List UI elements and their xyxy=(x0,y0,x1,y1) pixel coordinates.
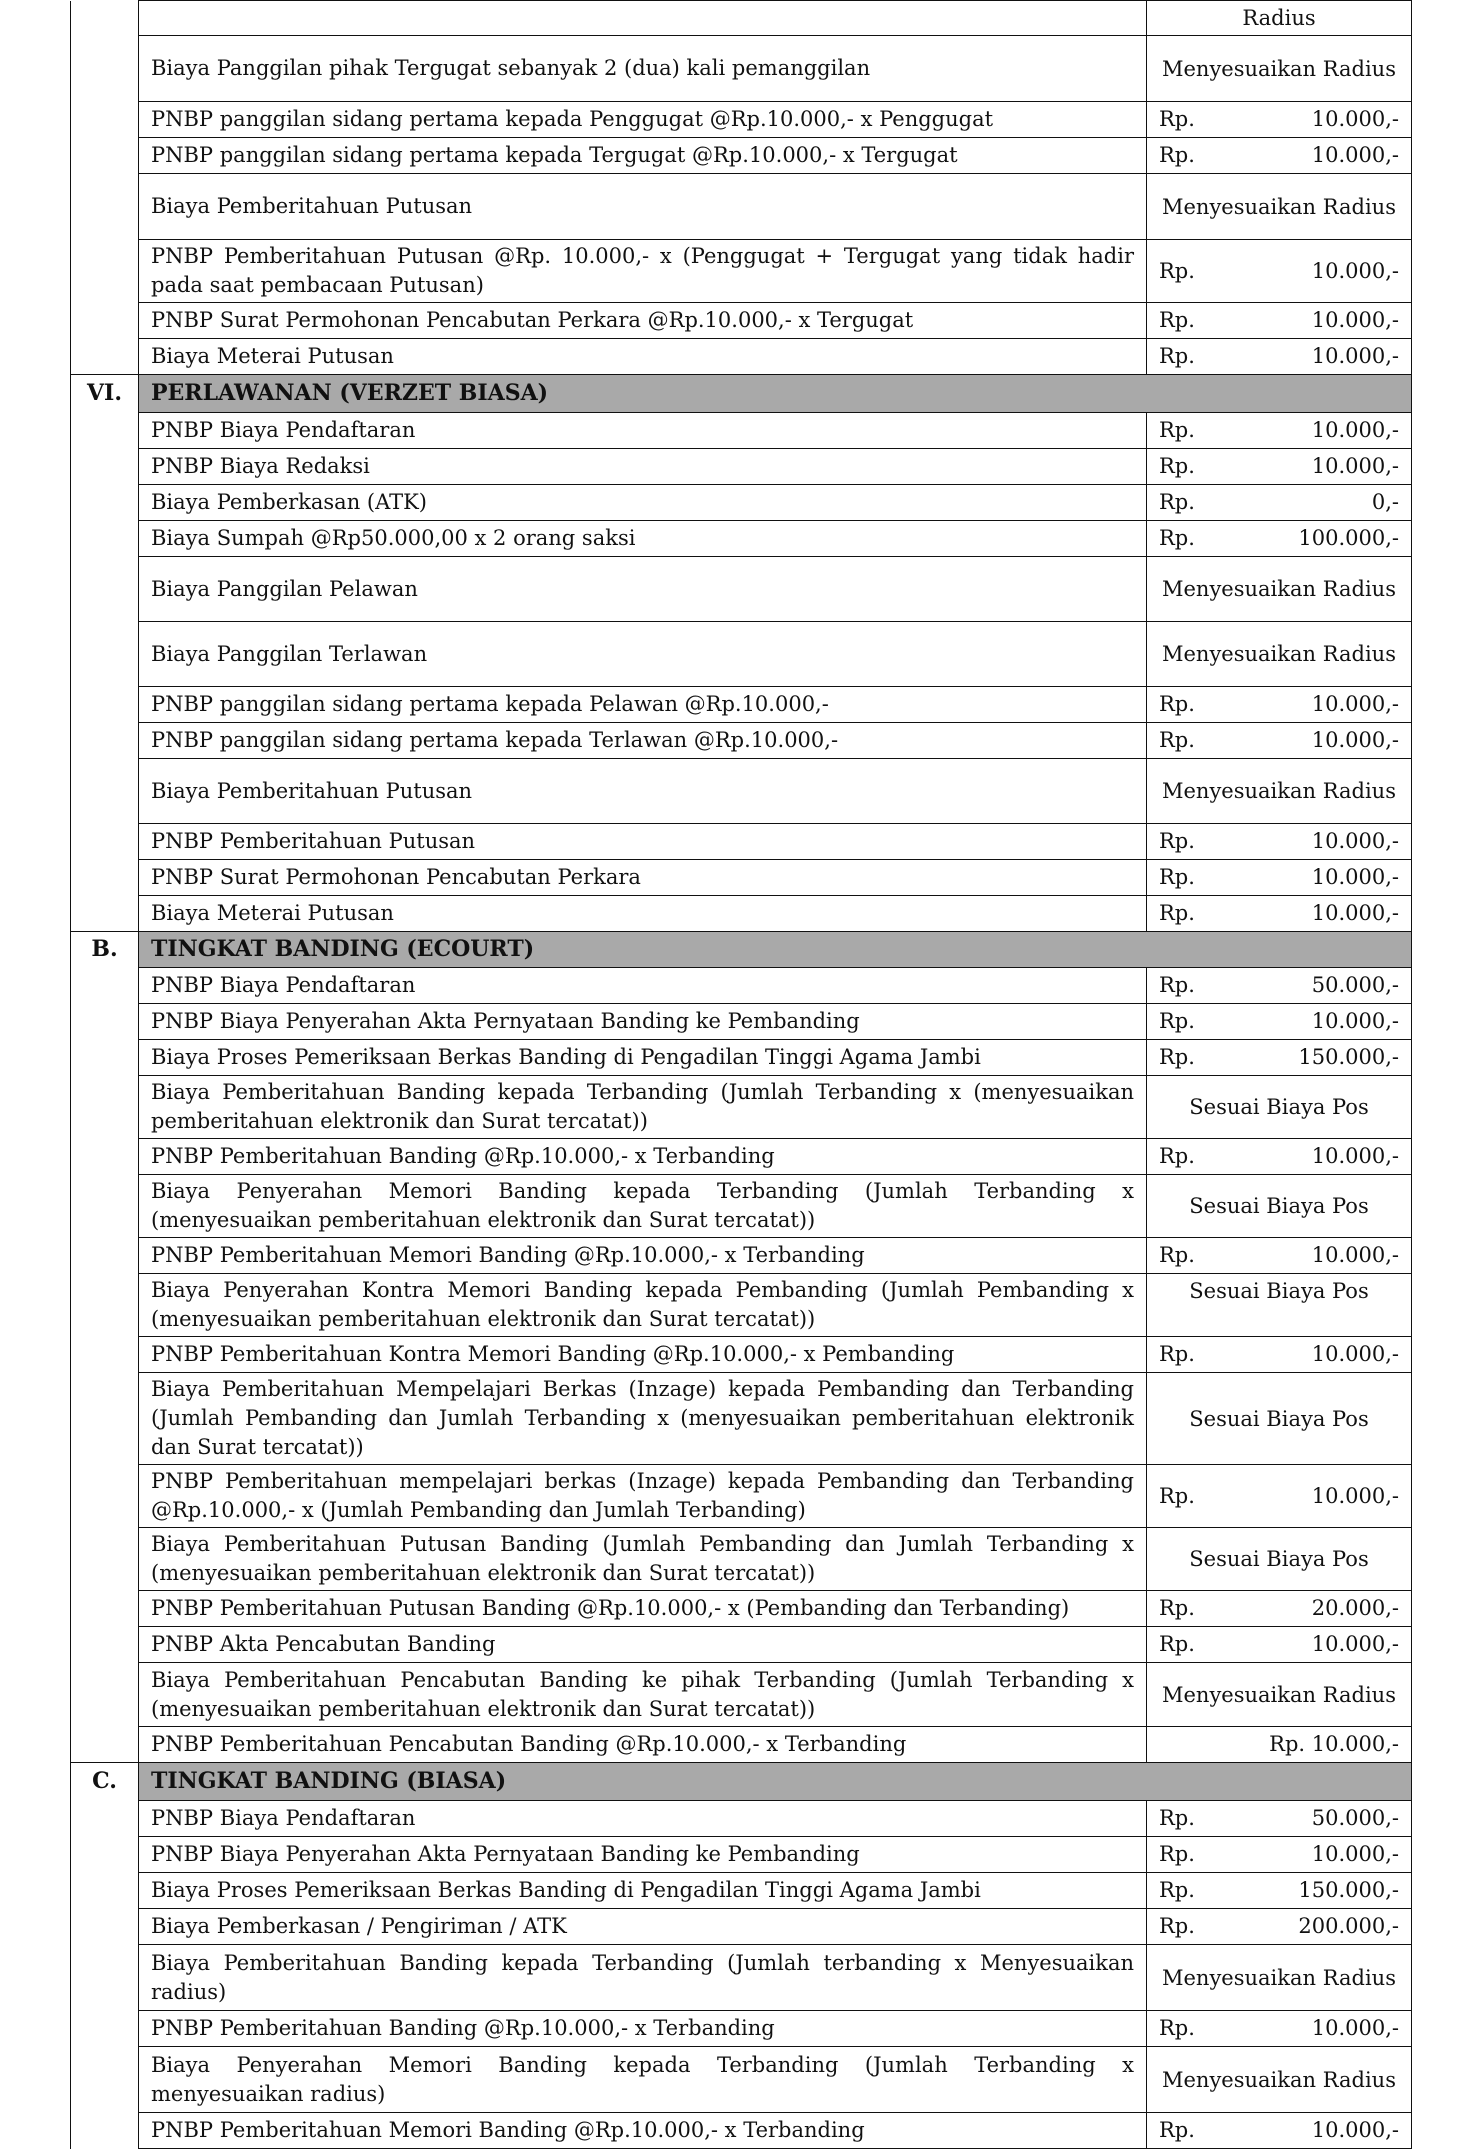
fee-row xyxy=(71,1076,1412,1139)
amount-value: 10.000,- xyxy=(1311,1144,1399,1168)
fee-amount-cell xyxy=(1147,1591,1412,1627)
number-cell xyxy=(71,1274,139,1337)
fee-amount xyxy=(1159,827,1399,856)
number-cell xyxy=(71,1465,139,1528)
fee-amount xyxy=(1159,971,1399,1000)
number-cell xyxy=(71,1945,139,2011)
fee-amount xyxy=(1159,306,1399,335)
currency-label: Rp. xyxy=(1159,2016,1195,2040)
section-number: VI. xyxy=(71,375,139,413)
fee-amount-note: Sesuai Biaya Pos xyxy=(1189,1406,1369,1431)
fee-row xyxy=(71,1909,1412,1945)
fee-description: Biaya Pemberitahuan Putusan xyxy=(139,759,1147,824)
fee-amount-cell xyxy=(1147,1337,1412,1373)
fee-amount-note: Menyesuaikan Radius xyxy=(1161,642,1396,666)
fee-amount-cell xyxy=(1147,1627,1412,1663)
number-cell xyxy=(71,339,139,375)
fee-row xyxy=(71,485,1412,521)
fee-amount-cell xyxy=(1147,521,1412,557)
fee-description: PNBP Biaya Redaksi xyxy=(139,449,1147,485)
fee-amount-note: Sesuai Biaya Pos xyxy=(1189,1194,1369,1218)
currency-label: Rp. xyxy=(1159,1342,1195,1366)
amount-value: 150.000,- xyxy=(1298,1878,1399,1902)
fee-amount-note: Menyesuaikan Radius xyxy=(1161,779,1396,803)
number-cell xyxy=(71,1076,139,1139)
fee-description: PNBP Biaya Penyerahan Akta Pernyataan Banding ke Pembanding xyxy=(139,1837,1147,1873)
fee-row xyxy=(71,1465,1412,1528)
fee-description: PNBP Pemberitahuan Banding @Rp.10.000,- x Terbanding xyxy=(139,1139,1147,1175)
number-cell xyxy=(71,2011,139,2047)
currency-label: Rp. xyxy=(1159,308,1195,332)
fee-description: PNBP Pemberitahuan Putusan xyxy=(139,824,1147,860)
section-header-row xyxy=(71,1763,1412,1801)
fee-description: PNBP Biaya Pendaftaran xyxy=(139,1801,1147,1837)
fee-description: Biaya Sumpah @Rp50.000,00 x 2 orang saksi xyxy=(139,521,1147,557)
amount-value: 10.000,- xyxy=(1311,1342,1399,1366)
currency-label: Rp. xyxy=(1159,526,1195,550)
amount-value: 20.000,- xyxy=(1311,1596,1399,1620)
section-number: C. xyxy=(71,1763,139,1801)
number-cell xyxy=(71,759,139,824)
section-title: PERLAWANAN (VERZET BIASA) xyxy=(139,375,1412,413)
fee-row xyxy=(71,1945,1412,2011)
section-header-row xyxy=(71,932,1412,968)
amount-value: 10.000,- xyxy=(1311,454,1399,478)
number-cell xyxy=(71,1909,139,1945)
fee-amount-cell xyxy=(1147,1,1412,36)
fee-row xyxy=(71,759,1412,824)
fee-row xyxy=(71,1663,1412,1727)
fee-amount-cell xyxy=(1147,1801,1412,1837)
fee-row xyxy=(71,1175,1412,1238)
section-header-row xyxy=(71,375,1412,413)
fee-description: Biaya Proses Pemeriksaan Berkas Banding di Pengadilan Tinggi Agama Jambi xyxy=(139,1873,1147,1909)
number-cell xyxy=(71,485,139,521)
currency-label: Rp. xyxy=(1159,107,1195,131)
currency-label: Rp. xyxy=(1159,1806,1195,1830)
number-cell xyxy=(71,1040,139,1076)
amount-value: 10.000,- xyxy=(1311,107,1399,131)
currency-label: Rp. xyxy=(1159,490,1195,514)
fee-description: Biaya Panggilan Terlawan xyxy=(139,622,1147,687)
number-cell xyxy=(71,1591,139,1627)
amount-value: 10.000,- xyxy=(1311,143,1399,167)
amount-value: 10.000,- xyxy=(1311,418,1399,442)
fee-amount xyxy=(1159,1630,1399,1659)
fee-amount-note: Menyesuaikan Radius xyxy=(1161,2067,1396,2092)
amount-value: 10.000,- xyxy=(1311,829,1399,853)
amount-value: 100.000,- xyxy=(1298,526,1399,550)
currency-label: Rp. xyxy=(1159,1243,1195,1267)
fee-amount-cell xyxy=(1147,1274,1412,1337)
amount-value: 10.000,- xyxy=(1311,2118,1399,2142)
number-cell xyxy=(71,687,139,723)
fee-amount-cell xyxy=(1147,1076,1412,1139)
fee-description: PNBP Akta Pencabutan Banding xyxy=(139,1627,1147,1663)
fee-amount-note: Sesuai Biaya Pos xyxy=(1189,1547,1369,1571)
number-cell xyxy=(71,1873,139,1909)
fee-description: PNBP Pemberitahuan Memori Banding @Rp.10.000,- x Terbanding xyxy=(139,2113,1147,2149)
fee-description: PNBP Pemberitahuan Putusan Banding @Rp.10.000,- x (Pembanding dan Terbanding) xyxy=(139,1591,1147,1627)
fee-row xyxy=(71,240,1412,303)
fee-description: PNBP Pemberitahuan Pencabutan Banding @Rp.10.000,- x Terbanding xyxy=(139,1727,1147,1763)
fee-amount-cell xyxy=(1147,2113,1412,2149)
amount-value: 50.000,- xyxy=(1311,1806,1399,1830)
fee-description: PNBP Surat Permohonan Pencabutan Perkara @Rp.10.000,- x Tergugat xyxy=(139,303,1147,339)
fee-amount-cell xyxy=(1147,1837,1412,1873)
fee-amount-cell xyxy=(1147,174,1412,240)
fee-amount-cell xyxy=(1147,1373,1412,1465)
amount-value: 10.000,- xyxy=(1311,901,1399,925)
fee-amount xyxy=(1159,2014,1399,2043)
number-cell xyxy=(71,1175,139,1238)
fee-row xyxy=(71,1727,1412,1763)
fee-description: PNBP panggilan sidang pertama kepada Tergugat @Rp.10.000,- x Tergugat xyxy=(139,138,1147,174)
fee-description: PNBP Pemberitahuan Kontra Memori Banding @Rp.10.000,- x Pembanding xyxy=(139,1337,1147,1373)
number-cell xyxy=(71,36,139,102)
fee-table-body xyxy=(71,1,1412,2149)
fee-description: Biaya Penyerahan Memori Banding kepada Terbanding (Jumlah Terbanding x menyesuaikan radius) xyxy=(139,2047,1147,2113)
fee-row xyxy=(71,339,1412,375)
fee-amount xyxy=(1159,2116,1399,2145)
fee-amount-cell xyxy=(1147,1004,1412,1040)
fee-row xyxy=(71,1238,1412,1274)
currency-label: Rp. xyxy=(1159,1842,1195,1866)
fee-amount xyxy=(1159,1142,1399,1171)
fee-amount-cell xyxy=(1147,1945,1412,2011)
number-cell xyxy=(71,1337,139,1373)
currency-label: Rp. xyxy=(1159,1144,1195,1168)
currency-label: Rp. xyxy=(1159,829,1195,853)
fee-amount-cell xyxy=(1147,759,1412,824)
fee-amount-cell xyxy=(1147,1139,1412,1175)
fee-row xyxy=(71,1837,1412,1873)
amount-value: 10.000,- xyxy=(1311,258,1399,283)
fee-description: Biaya Penyerahan Memori Banding kepada Terbanding (Jumlah Terbanding x (menyesuaikan pemberitahuan elektronik dan Surat tercatat)) xyxy=(139,1175,1147,1238)
fee-amount-cell xyxy=(1147,339,1412,375)
number-cell xyxy=(71,2113,139,2149)
fee-amount xyxy=(1159,488,1399,517)
fee-amount-cell xyxy=(1147,1528,1412,1591)
fee-amount-cell xyxy=(1147,860,1412,896)
fee-row xyxy=(71,557,1412,622)
number-cell xyxy=(71,240,139,303)
number-cell xyxy=(71,896,139,932)
amount-value: 50.000,- xyxy=(1311,973,1399,997)
fee-row xyxy=(71,2113,1412,2149)
fee-amount-cell xyxy=(1147,1909,1412,1945)
fee-amount-cell xyxy=(1147,687,1412,723)
fee-amount xyxy=(1159,726,1399,755)
fee-description: Biaya Pemberitahuan Pencabutan Banding ke pihak Terbanding (Jumlah Terbanding x (menyesuaikan pemberitahuan elektronik dan Surat tercatat)) xyxy=(139,1663,1147,1727)
fee-row xyxy=(71,1528,1412,1591)
currency-label: Rp. xyxy=(1159,454,1195,478)
fee-row xyxy=(71,2011,1412,2047)
number-cell xyxy=(71,303,139,339)
number-cell xyxy=(71,1004,139,1040)
fee-amount-note: Menyesuaikan Radius xyxy=(1161,1965,1396,1990)
fee-row xyxy=(71,1337,1412,1373)
fee-row xyxy=(71,2047,1412,2113)
amount-value: 150.000,- xyxy=(1298,1045,1399,1069)
amount-value: 10.000,- xyxy=(1311,1243,1399,1267)
fee-description: PNBP Pemberitahuan Memori Banding @Rp.10.000,- x Terbanding xyxy=(139,1238,1147,1274)
fee-amount-cell xyxy=(1147,303,1412,339)
section-number: B. xyxy=(71,932,139,968)
currency-label: Rp. xyxy=(1159,258,1195,283)
amount-value: 10.000,- xyxy=(1311,692,1399,716)
fee-row xyxy=(71,968,1412,1004)
fee-amount-cell xyxy=(1147,557,1412,622)
number-cell xyxy=(71,1727,139,1763)
currency-label: Rp. xyxy=(1159,1878,1195,1902)
fee-description: Biaya Meterai Putusan xyxy=(139,339,1147,375)
fee-amount-cell xyxy=(1147,102,1412,138)
fee-amount xyxy=(1159,1730,1399,1759)
fee-row xyxy=(71,1274,1412,1337)
amount-value: 10.000,- xyxy=(1311,865,1399,889)
currency-label: Rp. xyxy=(1159,143,1195,167)
fee-amount-cell xyxy=(1147,622,1412,687)
number-cell xyxy=(71,1238,139,1274)
currency-label: Rp. xyxy=(1159,901,1195,925)
fee-amount-cell xyxy=(1147,485,1412,521)
amount-value: 10.000,- xyxy=(1311,1842,1399,1866)
number-cell xyxy=(71,824,139,860)
fee-row xyxy=(71,449,1412,485)
fee-amount xyxy=(1159,863,1399,892)
number-cell xyxy=(71,521,139,557)
number-cell xyxy=(71,138,139,174)
fee-amount-note: Menyesuaikan Radius xyxy=(1161,1682,1396,1707)
fee-amount-note: Menyesuaikan Radius xyxy=(1161,194,1396,219)
fee-amount-cell xyxy=(1147,138,1412,174)
currency-label: Rp. xyxy=(1159,728,1195,752)
currency-label: Rp. xyxy=(1159,418,1195,442)
currency-label: Rp. xyxy=(1159,865,1195,889)
fee-description: PNBP panggilan sidang pertama kepada Terlawan @Rp.10.000,- xyxy=(139,723,1147,759)
currency-label: Rp. xyxy=(1159,1483,1195,1508)
fee-amount xyxy=(1159,1840,1399,1869)
fee-amount-cell xyxy=(1147,1663,1412,1727)
fee-row xyxy=(71,303,1412,339)
fee-row xyxy=(71,1004,1412,1040)
fee-amount-note: Sesuai Biaya Pos xyxy=(1189,1095,1369,1119)
currency-label: Rp. xyxy=(1159,1914,1195,1938)
fee-amount-cell xyxy=(1147,1238,1412,1274)
fee-row xyxy=(71,1040,1412,1076)
fee-row xyxy=(71,1139,1412,1175)
currency-label: Rp. xyxy=(1159,1009,1195,1033)
fee-amount xyxy=(1159,1007,1399,1036)
fee-amount xyxy=(1159,141,1399,170)
fee-amount-note: Sesuai Biaya Pos xyxy=(1189,1279,1369,1303)
number-cell xyxy=(71,622,139,687)
fee-row xyxy=(71,622,1412,687)
amount-value: 10.000,- xyxy=(1311,1009,1399,1033)
fee-description: PNBP Pemberitahuan mempelajari berkas (Inzage) kepada Pembanding dan Terbanding @Rp.10.000,- x (Jumlah Pembanding dan Jumlah Terbanding) xyxy=(139,1465,1147,1528)
number-cell xyxy=(71,1373,139,1465)
fee-row xyxy=(71,860,1412,896)
fee-description: PNBP panggilan sidang pertama kepada Pelawan @Rp.10.000,- xyxy=(139,687,1147,723)
amount-value: 10.000,- xyxy=(1311,344,1399,368)
fee-description: Biaya Pemberitahuan Putusan xyxy=(139,174,1147,240)
amount-value: 10.000,- xyxy=(1311,2016,1399,2040)
fee-amount xyxy=(1159,416,1399,445)
fee-description: PNBP Pemberitahuan Banding @Rp.10.000,- x Terbanding xyxy=(139,2011,1147,2047)
fee-description: PNBP Pemberitahuan Putusan @Rp. 10.000,- x (Penggugat + Tergugat yang tidak hadir pada saat pembacaan Putusan) xyxy=(139,240,1147,303)
fee-description: Biaya Pemberitahuan Mempelajari Berkas (Inzage) kepada Pembanding dan Terbanding (Jumlah Pembanding dan Jumlah Terbanding x (menyesuaikan pemberitahuan elektronik dan Surat tercatat)) xyxy=(139,1373,1147,1465)
number-cell xyxy=(71,1801,139,1837)
fee-amount xyxy=(1159,452,1399,481)
fee-amount xyxy=(1159,690,1399,719)
fee-row xyxy=(71,174,1412,240)
fee-row xyxy=(71,1801,1412,1837)
fee-row xyxy=(71,1873,1412,1909)
amount-value: 10.000,- xyxy=(1311,308,1399,332)
fee-amount-cell xyxy=(1147,723,1412,759)
currency-label: Rp. xyxy=(1159,344,1195,368)
fee-description: Biaya Proses Pemeriksaan Berkas Banding di Pengadilan Tinggi Agama Jambi xyxy=(139,1040,1147,1076)
amount-value: 0,- xyxy=(1371,490,1399,514)
number-cell xyxy=(71,413,139,449)
fee-description: Biaya Penyerahan Kontra Memori Banding kepada Pembanding (Jumlah Pembanding x (menyesuaikan pemberitahuan elektronik dan Surat tercatat)) xyxy=(139,1274,1147,1337)
fee-row xyxy=(71,521,1412,557)
currency-label: Rp. xyxy=(1159,1596,1195,1620)
number-cell xyxy=(71,723,139,759)
amount-value: 10.000,- xyxy=(1311,1632,1399,1656)
section-title: TINGKAT BANDING (ECOURT) xyxy=(139,932,1412,968)
number-cell xyxy=(71,1627,139,1663)
amount-value: 10.000,- xyxy=(1311,1483,1399,1508)
number-cell xyxy=(71,2047,139,2113)
fee-description: Biaya Pemberkasan / Pengiriman / ATK xyxy=(139,1909,1147,1945)
fee-row xyxy=(71,1373,1412,1465)
fee-description: Biaya Pemberitahuan Banding kepada Terbanding (Jumlah terbanding x Menyesuaikan radius) xyxy=(139,1945,1147,2011)
fee-amount xyxy=(1159,1594,1399,1623)
number-cell xyxy=(71,1139,139,1175)
fee-amount-cell xyxy=(1147,824,1412,860)
fee-description: Biaya Meterai Putusan xyxy=(139,896,1147,932)
fee-amount xyxy=(1159,1043,1399,1072)
amount-value: 10.000,- xyxy=(1311,728,1399,752)
fee-amount xyxy=(1159,342,1399,371)
fee-amount-cell xyxy=(1147,1465,1412,1528)
fee-description: PNBP Biaya Pendaftaran xyxy=(139,413,1147,449)
currency-label: Rp. xyxy=(1159,2118,1195,2142)
fee-amount-cell xyxy=(1147,2011,1412,2047)
currency-label: Rp. xyxy=(1159,692,1195,716)
fee-description: Biaya Panggilan pihak Tergugat sebanyak 2 (dua) kali pemanggilan xyxy=(139,36,1147,102)
section-title: TINGKAT BANDING (BIASA) xyxy=(139,1763,1412,1801)
fee-amount-cell xyxy=(1147,413,1412,449)
fee-description: PNBP Biaya Pendaftaran xyxy=(139,968,1147,1004)
number-cell xyxy=(71,1663,139,1727)
currency-label: Rp. xyxy=(1159,973,1195,997)
fee-amount-note: Menyesuaikan Radius xyxy=(1161,577,1396,601)
fee-amount-cell xyxy=(1147,968,1412,1004)
fee-amount-note: Menyesuaikan Radius xyxy=(1161,56,1396,81)
fee-description: Biaya Pemberkasan (ATK) xyxy=(139,485,1147,521)
fee-amount xyxy=(1159,1482,1399,1511)
number-cell xyxy=(71,174,139,240)
fee-description: PNBP Surat Permohonan Pencabutan Perkara xyxy=(139,860,1147,896)
fee-description xyxy=(139,1,1147,36)
number-cell xyxy=(71,1837,139,1873)
fee-table xyxy=(70,0,1412,2149)
fee-amount-cell xyxy=(1147,1175,1412,1238)
fee-description: Biaya Panggilan Pelawan xyxy=(139,557,1147,622)
fee-row xyxy=(71,723,1412,759)
fee-amount xyxy=(1159,105,1399,134)
fee-row xyxy=(71,36,1412,102)
fee-description: Biaya Pemberitahuan Putusan Banding (Jumlah Pembanding dan Jumlah Terbanding x (menyesuaikan pemberitahuan elektronik dan Surat tercatat)) xyxy=(139,1528,1147,1591)
currency-label: Rp. xyxy=(1159,1632,1195,1656)
fee-amount xyxy=(1159,1241,1399,1270)
fee-amount-cell xyxy=(1147,2047,1412,2113)
fee-amount xyxy=(1159,1340,1399,1369)
number-cell xyxy=(71,557,139,622)
fee-amount xyxy=(1159,899,1399,928)
number-cell xyxy=(71,968,139,1004)
fee-amount-note: Radius xyxy=(1242,6,1316,30)
fee-row xyxy=(71,1591,1412,1627)
fee-description: PNBP panggilan sidang pertama kepada Penggugat @Rp.10.000,- x Penggugat xyxy=(139,102,1147,138)
fee-amount-cell xyxy=(1147,1040,1412,1076)
currency-label: Rp. xyxy=(1159,1045,1195,1069)
fee-amount-cell xyxy=(1147,36,1412,102)
fee-row xyxy=(71,1627,1412,1663)
fee-amount xyxy=(1159,1804,1399,1833)
number-cell xyxy=(71,860,139,896)
number-cell xyxy=(71,102,139,138)
fee-amount-cell xyxy=(1147,1873,1412,1909)
fee-amount-cell xyxy=(1147,896,1412,932)
fee-amount-cell xyxy=(1147,449,1412,485)
fee-description: PNBP Biaya Penyerahan Akta Pernyataan Banding ke Pembanding xyxy=(139,1004,1147,1040)
fee-amount-cell xyxy=(1147,240,1412,303)
fee-amount-cell xyxy=(1147,1727,1412,1763)
fee-amount xyxy=(1159,257,1399,286)
fee-row xyxy=(71,824,1412,860)
number-cell xyxy=(71,449,139,485)
fee-row xyxy=(71,896,1412,932)
fee-row xyxy=(71,413,1412,449)
fee-description: Biaya Pemberitahuan Banding kepada Terbanding (Jumlah Terbanding x (menyesuaikan pemberitahuan elektronik dan Surat tercatat)) xyxy=(139,1076,1147,1139)
number-cell xyxy=(71,1528,139,1591)
number-cell xyxy=(71,1,139,36)
fee-amount xyxy=(1159,1912,1399,1941)
fee-row xyxy=(71,102,1412,138)
fee-row xyxy=(71,1,1412,36)
fee-row xyxy=(71,138,1412,174)
amount-value: Rp. 10.000,- xyxy=(1269,1732,1399,1756)
amount-value: 200.000,- xyxy=(1298,1914,1399,1938)
fee-amount xyxy=(1159,524,1399,553)
fee-row xyxy=(71,687,1412,723)
fee-amount xyxy=(1159,1876,1399,1905)
